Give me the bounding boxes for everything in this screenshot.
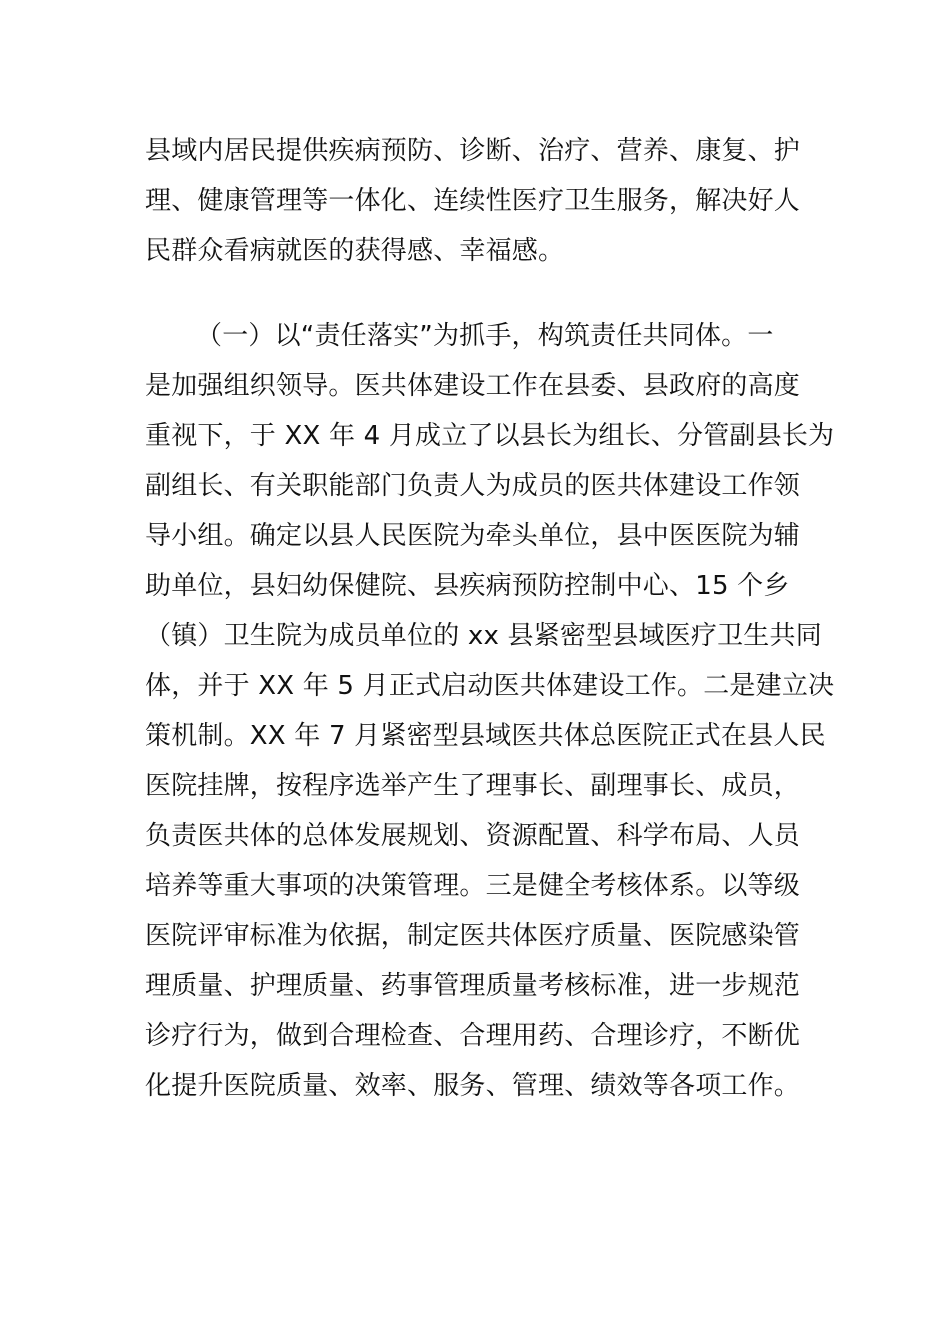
- paragraph-2-line-15: 诊疗行为，做到合理检查、合理用药、合理诊疗，不断优: [145, 1021, 801, 1051]
- paragraph-2-line-13: 医院评审标准为依据，制定医共体医疗质量、医院感染管: [145, 921, 801, 951]
- paragraph-2-line-12: 培养等重大事项的决策管理。三是健全考核体系。以等级: [145, 871, 801, 901]
- paragraph-1-line-1: 县域内居民提供疾病预防、诊断、治疗、营养、康复、护: [145, 136, 801, 166]
- paragraph-2-line-14: 理质量、护理质量、药事管理质量考核标准，进一步规范: [145, 971, 801, 1001]
- paragraph-2-line-5: 导小组。确定以县人民医院为牵头单位，县中医医院为辅: [145, 521, 801, 551]
- paragraph-1-line-2: 理、健康管理等一体化、连续性医疗卫生服务，解决好人: [145, 186, 801, 216]
- paragraph-2-line-10: 医院挂牌，按程序选举产生了理事长、副理事长、成员，: [145, 771, 801, 801]
- paragraph-2-line-7: （镇）卫生院为成员单位的 xx 县紧密型县域医疗卫生共同: [145, 621, 822, 651]
- paragraph-2-line-6: 助单位，县妇幼保健院、县疾病预防控制中心、15 个乡: [145, 571, 790, 601]
- paragraph-2-line-3: 重视下，于 XX 年 4 月成立了以县长为组长、分管副县长为: [145, 421, 835, 451]
- paragraph-2-line-4: 副组长、有关职能部门负责人为成员的医共体建设工作领: [145, 471, 801, 501]
- paragraph-2-line-16: 化提升医院质量、效率、服务、管理、绩效等各项工作。: [145, 1071, 801, 1101]
- paragraph-2-line-1: （一）以“责任落实”为抓手，构筑责任共同体。一: [196, 321, 774, 351]
- paragraph-2-line-9: 策机制。XX 年 7 月紧密型县域医共体总医院正式在县人民: [145, 721, 826, 751]
- paragraph-2-line-2: 是加强组织领导。医共体建设工作在县委、县政府的高度: [145, 371, 801, 401]
- paragraph-1-line-3: 民群众看病就医的获得感、幸福感。: [145, 236, 565, 266]
- paragraph-2-line-11: 负责医共体的总体发展规划、资源配置、科学布局、人员: [145, 821, 801, 851]
- paragraph-2-line-8: 体，并于 XX 年 5 月正式启动医共体建设工作。二是建立决: [145, 671, 835, 701]
